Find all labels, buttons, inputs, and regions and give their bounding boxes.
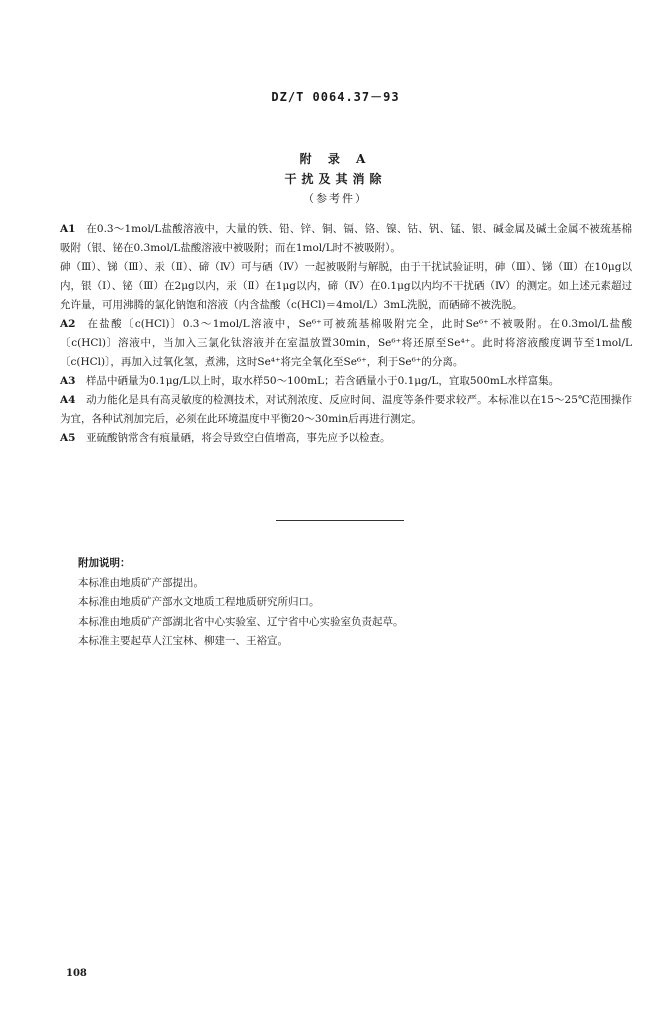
paragraph-number: A5 bbox=[60, 432, 76, 444]
appendix-body bbox=[60, 220, 632, 448]
appendix-label: 附 录 A bbox=[299, 152, 372, 166]
paragraph-a5 bbox=[60, 429, 632, 448]
paragraph-a3 bbox=[60, 372, 632, 391]
page-number: 108 bbox=[66, 968, 87, 979]
paragraph-number: A1 bbox=[60, 223, 76, 235]
notes-line: 本标准主要起草人江宝林、柳建一、王裕宣。 bbox=[78, 635, 288, 647]
section-divider bbox=[276, 520, 404, 521]
paragraph-text: 在0.3～1mol/L盐酸溶液中，大量的铁、铅、锌、铜、镉、铬、镍、钴、钒、锰、银、碱金属及碱土金属不被巯基棉吸附（银、铋在0.3mol/L盐酸溶液中被吸附；而在1mol/L时不被吸附）。 bbox=[60, 223, 632, 254]
paragraph-number: A4 bbox=[60, 394, 76, 406]
notes-line: 本标准由地质矿产部水文地质工程地质研究所归口。 bbox=[78, 596, 320, 608]
paragraph-a4 bbox=[60, 391, 632, 429]
paragraph-a2 bbox=[60, 315, 632, 372]
paragraph-a1-cont bbox=[60, 258, 632, 315]
paragraph-text: 动力能化是具有高灵敏度的检测技术，对试剂浓度、反应时间、温度等条件要求较严。本标准以在15～25℃范围操作为宜，各种试剂加完后，必须在此环境温度中平衡20～30min后再进行测定。 bbox=[60, 394, 632, 425]
paragraph-text: 样品中硒量为0.1μg/L以上时，取水样50～100mL；若含硒量小于0.1μg/L，宜取500mL水样富集。 bbox=[86, 375, 560, 387]
paragraph-text: 在盐酸〔c(HCl)〕0.3～1mol/L溶液中，Se⁶⁺可被巯基棉吸附完全，此时Se⁶⁺不被吸附。在0.3mol/L盐酸〔c(HCl)〕溶液中，当加入三氯化钛溶液并在室温放置30min，Se⁶⁺将还原至Se⁴⁺。此时将溶液酸度调节至1mol/L〔c(HCl)〕，再加入过氧化氢，煮沸，这时Se⁴⁺将完全氧化至Se⁶⁺，利于Se⁶⁺的分离。 bbox=[60, 318, 632, 368]
notes-line: 本标准由地质矿产部提出。 bbox=[78, 576, 204, 589]
appendix-title: 干扰及其消除 bbox=[284, 172, 387, 186]
paragraph-text: 亚硫酸钠常含有痕量硒，将会导致空白值增高，事先应予以检查。 bbox=[86, 432, 391, 444]
additional-notes bbox=[78, 554, 618, 652]
paragraph-a1 bbox=[60, 220, 632, 258]
notes-title: 附加说明： bbox=[78, 557, 131, 569]
notes-line: 本标准由地质矿产部湖北省中心实验室、辽宁省中心实验室负责起草。 bbox=[78, 615, 404, 628]
paragraph-number: A3 bbox=[60, 375, 76, 387]
appendix-note: （参考件） bbox=[303, 192, 368, 205]
paragraph-text: 砷（Ⅲ）、锑（Ⅲ）、汞（Ⅱ）、碲（Ⅳ）可与硒（Ⅳ）一起被吸附与解脱，由于干扰试验证明，砷（Ⅲ）、锑（Ⅲ）在10μg以内，银（Ⅰ）、铋（Ⅲ）在2μg以内，汞（Ⅱ）在1μg以内，碲（Ⅳ）在0.1μg以内均不干扰硒（Ⅳ）的测定。如上述元素超过允许量，可用沸腾的氯化钠饱和溶液（内含盐酸（c(HCl)＝4mol/L）3mL洗脱，而硒碲不被洗脱。 bbox=[60, 261, 632, 311]
paragraph-number: A2 bbox=[60, 318, 76, 330]
standard-code-header: DZ/T 0064.37－93 bbox=[271, 90, 400, 104]
